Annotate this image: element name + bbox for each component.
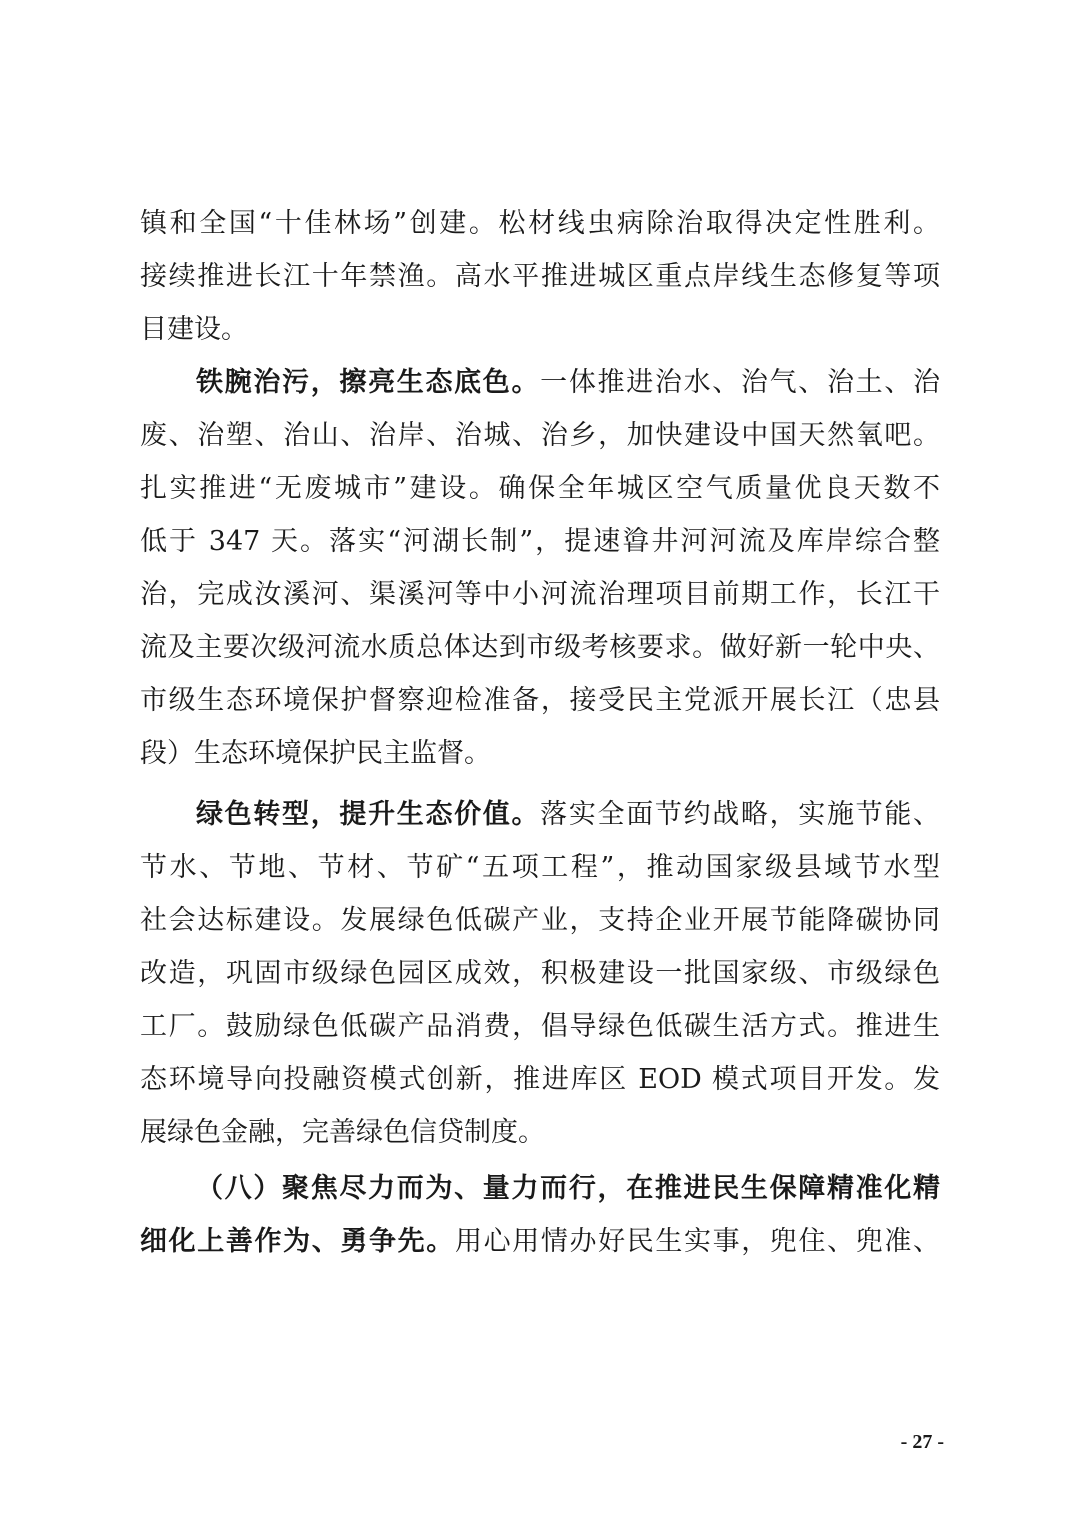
- paragraph-heading: 绿色转型，提升生态价值。: [196, 799, 541, 830]
- text-line: 低于 347 天。落实“河湖长制”，提速㽏井河河流及库岸综合整: [140, 526, 940, 557]
- paragraph-first-line: [196, 789, 940, 841]
- text-line: 流及主要次级河流水质总体达到市级考核要求。做好新一轮中央、: [140, 632, 940, 663]
- text-line: 态环境导向投融资模式创新，推进库区 EOD 模式项目开发。发: [140, 1064, 940, 1095]
- text-line: 市级生态环境保护督察迎检准备，接受民主党派开展长江（忠县: [140, 685, 940, 716]
- section-heading-line: （八）聚焦尽力而为、量力而行，在推进民生保障精准化精: [196, 1173, 940, 1204]
- paragraph-first-line: [196, 357, 940, 409]
- text-line: 目建设。: [140, 314, 248, 345]
- text-line: 展绿色金融，完善绿色信贷制度。: [140, 1117, 545, 1148]
- text-line: 节水、节地、节材、节矿“五项工程”，推动国家级县域节水型: [140, 852, 940, 883]
- section-heading-line: [140, 1216, 940, 1268]
- text-line: 工厂。鼓励绿色低碳产品消费，倡导绿色低碳生活方式。推进生: [140, 1011, 940, 1042]
- page-number: - 27 -: [900, 1431, 944, 1453]
- paragraph-heading: 铁腕治污，擦亮生态底色。: [196, 367, 541, 398]
- text-line: 社会达标建设。发展绿色低碳产业，支持企业开展节能降碳协同: [140, 905, 940, 936]
- text-line: 接续推进长江十年禁渔。高水平推进城区重点岸线生态修复等项: [140, 261, 940, 292]
- paragraph-text: 落实全面节约战略，实施节能、: [540, 799, 941, 830]
- text-line: 镇和全国“十佳林场”创建。松材线虫病除治取得决定性胜利。: [140, 208, 940, 239]
- paragraph-text: 一体推进治水、治气、治土、治: [540, 367, 941, 398]
- text-line: 扎实推进“无废城市”建设。确保全年城区空气质量优良天数不: [140, 473, 940, 504]
- text-line: 治，完成汝溪河、渠溪河等中小河流治理项目前期工作，长江干: [140, 579, 940, 610]
- paragraph-text: 用心用情办好民生实事，兜住、兜准、: [454, 1226, 941, 1257]
- text-line: 改造，巩固市级绿色园区成效，积极建设一批国家级、市级绿色: [140, 958, 940, 989]
- section-heading: 细化上善作为、勇争先。: [140, 1226, 455, 1257]
- text-line: 废、治塑、治山、治岸、治城、治乡，加快建设中国天然氧吧。: [140, 420, 940, 451]
- text-line: 段）生态环境保护民主监督。: [140, 738, 491, 769]
